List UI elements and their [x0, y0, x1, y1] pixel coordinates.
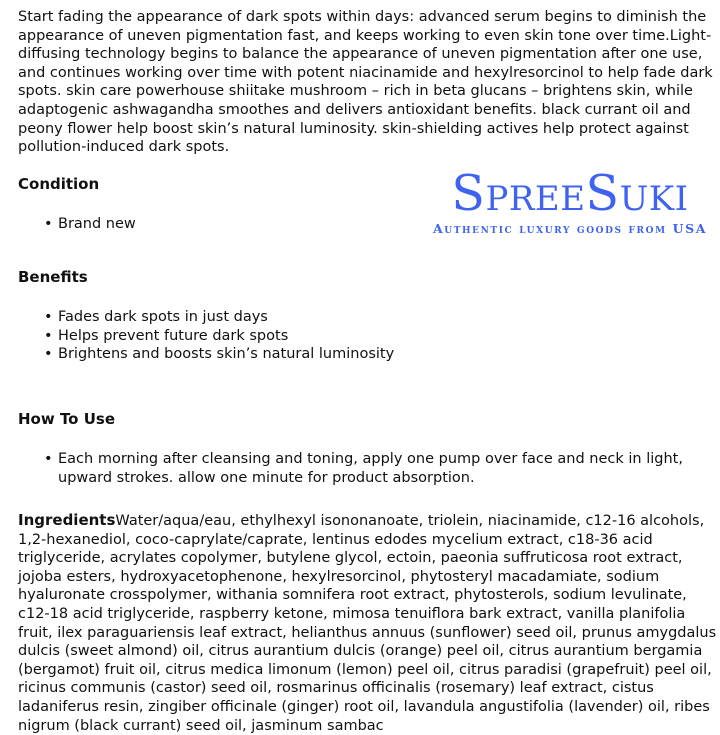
how-to-use-item: • Each morning after cleansing and toning, apply one pump over face and neck in light, upward strokes. allow one minute for product absorption.	[40, 450, 720, 487]
ingredients-text: Water/aqua/eau, ethylhexyl isononanoate, triolein, niacinamide, c12-16 alcohols, 1,2-hexanediol, coco-caprylate/caprate, lentinus edodes mycelium extract, c18-36 acid triglyceride, acrylates copolymer, butylene glycol, ectoin, paeonia suffruticosa root extract, jojoba esters, hydroxyacetophenone, hexylresorcinol, phytosteryl macadamiate, sodium hyaluronate crosspolymer, withania somnifera root extract, phytosterols, sodium levulinate, c12-18 acid triglyceride, raspberry ketone, mimosa tenuiflora bark extract, vanilla planifolia fruit, ilex paraguariensis leaf extract, helianthus annuus (sunflower) seed oil, prunus amygdalus dulcis (sweet almond) oil, citrus aurantium dulcis (orange) peel oil, citrus aurantium bergamia (bergamot) fruit oil, citrus medica limonum (lemon) peel oil, citrus paradisi (grapefruit) peel oil, ricinus communis (castor) seed oil, rosmarinus officinalis (rosemary) leaf extract, cistus ladaniferus resin, zingiber officinale (ginger) root oil, lavandula angustifolia (lavender) oil, ribes nigrum (black currant) seed oil, jasminum sambac	[18, 513, 717, 734]
logo-name: SpreeSuki	[451, 165, 689, 222]
description-intro: Start fading the appearance of dark spots within days: advanced serum begins to diminish the appearance of uneven pigmentation fast, and keeps working to even skin tone over time.Light-diffusing technology begins to balance the appearance of uneven pigmentation after one use, and continues working over time with potent niacinamide and hexylresorcinol to help fade dark spots. skin care powerhouse shiitake mushroom – rich in beta glucans – brightens skin, while adaptogenic ashwagandha smoothes and delivers antioxidant benefits. black currant oil and peony flower help boost skin’s natural luminosity. skin-shielding actives help protect against pollution-induced dark spots.	[18, 9, 713, 156]
how-to-use-heading: How To Use	[18, 410, 115, 428]
how-to-use-list	[18, 450, 720, 487]
benefit-item: • Helps prevent future dark spots	[40, 327, 720, 346]
benefits-heading: Benefits	[18, 268, 88, 286]
benefit-item: • Fades dark spots in just days	[40, 308, 720, 327]
condition-item: • Brand new	[40, 215, 720, 234]
logo-tagline: Authentic luxury goods from USA	[432, 221, 708, 236]
ingredients-paragraph	[18, 511, 720, 735]
benefits-list	[18, 308, 720, 364]
spreesuki-logo	[424, 165, 716, 240]
benefit-item: • Brightens and boosts skin’s natural luminosity	[40, 345, 720, 364]
ingredients-label: Ingredients	[18, 511, 116, 529]
condition-heading: Condition	[18, 175, 100, 193]
